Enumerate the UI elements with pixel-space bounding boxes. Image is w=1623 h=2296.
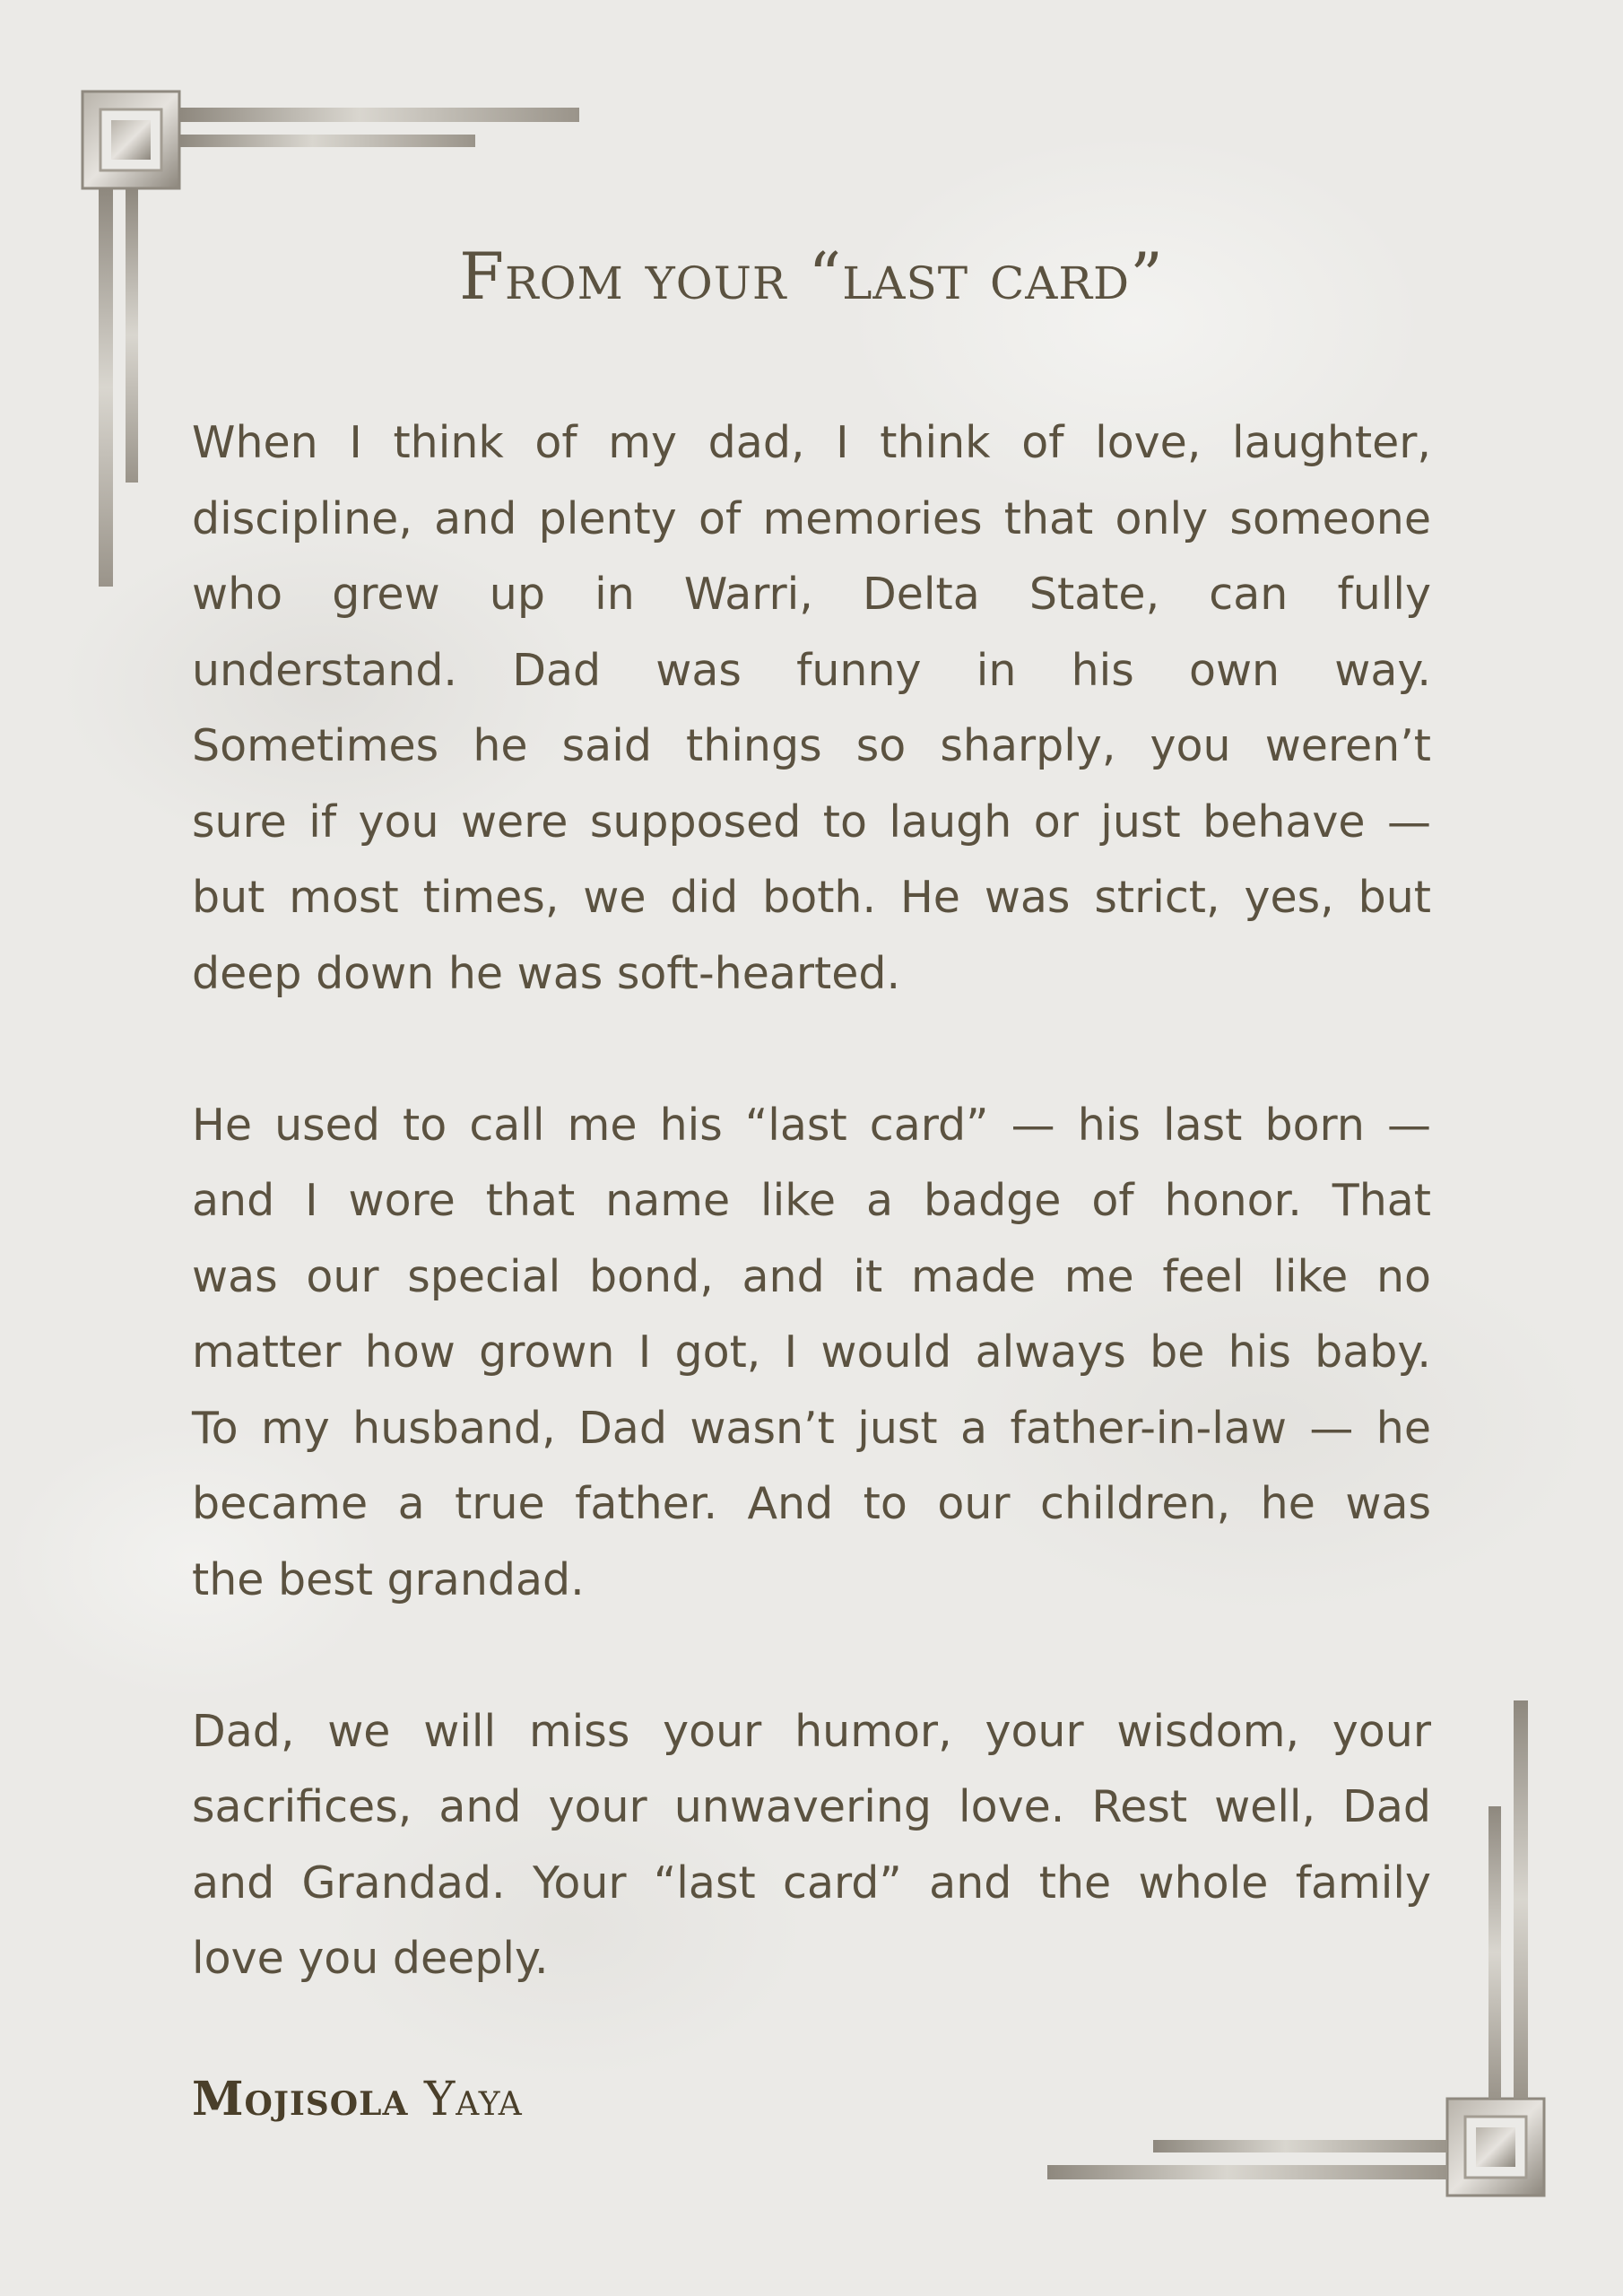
paragraph-line: and I wore that name like a badge of honor. That	[192, 1175, 1431, 1226]
paragraph-line: the best grandad.	[192, 1553, 585, 1605]
tribute-paragraph	[192, 1088, 1431, 1619]
author-first-name: Mojisola	[192, 2072, 409, 2126]
paragraph-line: and Grandad. Your “last card” and the whole family	[192, 1857, 1431, 1909]
tribute-paragraph	[192, 1694, 1431, 1997]
paragraph-line: To my husband, Dad wasn’t just a father-in-law — he	[192, 1402, 1431, 1454]
paragraph-line: was our special bond, and it made me feel like no	[192, 1250, 1431, 1302]
paragraph-line: deep down he was soft-hearted.	[192, 947, 901, 999]
paragraph-line: sure if you were supposed to laugh or just behave —	[192, 796, 1431, 848]
tribute-paragraph	[192, 405, 1431, 1012]
paragraph-line: discipline, and plenty of memories that only someone	[192, 492, 1431, 544]
author-last-name: Yaya	[423, 2073, 523, 2126]
page-title: From your “last card”	[459, 239, 1164, 314]
paragraph-line: sacrifices, and your unwavering love. Rest well, Dad	[192, 1781, 1431, 1832]
paragraph-line: Dad, we will miss your humor, your wisdom, your	[192, 1705, 1431, 1757]
paragraph-line: who grew up in Warri, Delta State, can fully	[192, 569, 1431, 620]
paragraph-line: love you deeply.	[192, 1933, 549, 1984]
paragraph-line: but most times, we did both. He was strict, yes, but	[192, 872, 1431, 923]
paragraph-line: became a true father. And to our children, he was	[192, 1478, 1431, 1529]
author-signature	[192, 2072, 523, 2126]
paragraph-line: Sometimes he said things so sharply, you weren’t	[192, 720, 1431, 771]
paragraph-line: When I think of my dad, I think of love, laughter,	[192, 417, 1431, 468]
paragraph-line: He used to call me his “last card” — his last born —	[192, 1099, 1431, 1151]
paragraph-line: understand. Dad was funny in his own way.	[192, 644, 1431, 696]
tribute-body	[192, 405, 1431, 1997]
paragraph-line: matter how grown I got, I would always be his baby.	[192, 1326, 1431, 1378]
